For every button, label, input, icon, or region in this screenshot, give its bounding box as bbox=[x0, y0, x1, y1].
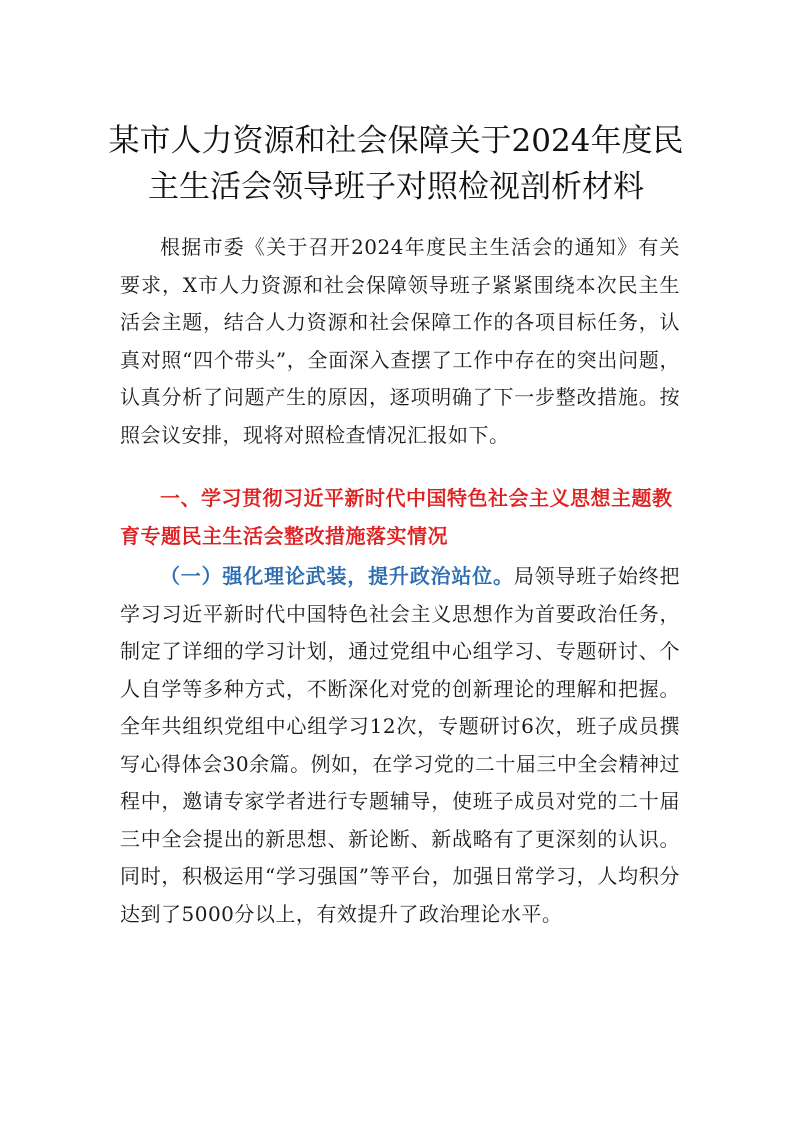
subsection-paragraph bbox=[120, 558, 680, 933]
document-title: 某市人力资源和社会保障关于2024年度民主生活会领导班子对照检视剖析材料 bbox=[108, 123, 684, 205]
intro-paragraph: 根据市委《关于召开2024年度民主生活会的通知》有关要求，X市人力资源和社会保障领导班子紧紧围绕本次民主生活会主题，结合人力资源和社会保障工作的各项目标任务，认真对照“四个带头”，全面深入查摆了工作中存在的突出问题，认真分析了问题产生的原因，逐项明确了下一步整改措施。按照会议安排，现将对照检查情况汇报如下。 bbox=[120, 235, 680, 447]
subsection-heading: （一）强化理论武装，提升政治站位。 bbox=[160, 564, 514, 588]
subsection-body: 局领导班子始终把学习习近平新时代中国特色社会主义思想作为首要政治任务，制定了详细的学习计划，通过党组中心组学习、专题研讨、个人自学等多种方式，不断深化对党的创新理论的理解和把握。全年共组织党组中心组学习12次，专题研讨6次，班子成员撰写心得体会30余篇。例如，在学习党的二十届三中全会精神过程中，邀请专家学者进行专题辅导，使班子成员对党的二十届三中全会提出的新思想、新论断、新战略有了更深刻的认识。同时，积极运用“学习强国”等平台，加强日常学习，人均积分达到了5000分以上，有效提升了政治理论水平。 bbox=[120, 564, 680, 926]
section-heading: 一、学习贯彻习近平新时代中国特色社会主义思想主题教育专题民主生活会整改措施落实情况 bbox=[120, 486, 673, 548]
